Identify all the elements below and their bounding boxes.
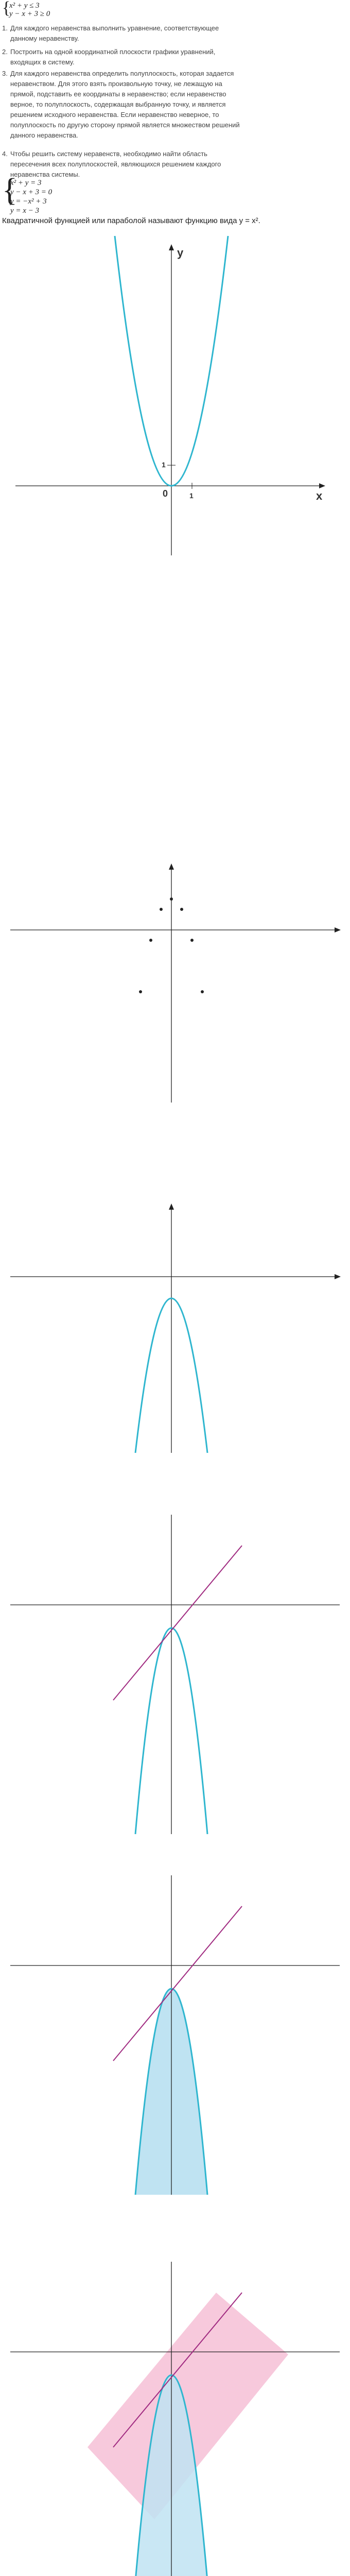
graph-parabola-down [0,1195,350,1463]
step-text: полуплоскость по другую сторону прямой является множеством решений [10,121,240,129]
step-4-label: 4. [2,150,8,158]
system2-brace: { [2,173,18,208]
step-text: неравенством. Для этого взять произвольную точку, не лежащую на [10,80,222,88]
parabola-intro: Квадратичной функцией или параболой называют функцию вида y = x². [2,216,260,225]
step-2-label: 2. [2,48,8,56]
unit-y-label: 1 [162,461,166,469]
axis-y-label: y [177,246,184,259]
graph-points [0,855,350,1113]
graph-halfplane-1 [0,1865,350,2195]
step-text: данного неравенства. [10,131,78,139]
system-eq-1: x² + y ≤ 3 [9,2,40,10]
step-text: входящих в систему. [10,58,75,66]
step-text: неравенства системы. [10,171,80,178]
system2-eq: y = x − 3 [10,207,40,215]
axis-x-label: x [316,489,323,502]
graph-parabola-up [0,226,350,566]
graph-svg [0,226,350,566]
origin-label: 0 [163,488,168,499]
step-text: решением исходного неравенства. Если неравенство неверное, то [10,111,219,118]
step-3-label: 3. [2,70,8,77]
step-text: Чтобы решить систему неравенств, необходимо найти область [10,150,207,158]
system2-eq: y − x + 3 = 0 [10,188,52,196]
system2-eq: y = −x² + 3 [10,197,47,206]
system-brace: { [2,0,11,18]
step-text: верное, то полуплоскость, содержащая выбранную точку, и является [10,100,226,108]
step-text: пересечения всех полуплоскостей, являющихся решением каждого [10,160,221,168]
graph-halfplane-2 [0,2251,350,2576]
step-text: данному неравенству. [10,35,79,42]
system2-eq: x² + y = 3 [10,179,42,187]
step-text: Построить на одной координатной плоскости графики уравнений, [10,48,216,56]
step-text: Для каждого неравенства определить полуплоскость, которая задается [10,70,234,77]
graph-with-line [0,1504,350,1844]
step-1-label: 1. [2,24,8,32]
unit-x-label: 1 [189,492,194,500]
step-text: Для каждого неравенства выполнить уравнение, соответствующее [10,24,219,32]
system-eq-2: y − x + 3 ≥ 0 [9,10,50,18]
step-text: прямой, подставить ее координаты в неравенство; если неравенство [10,90,226,98]
